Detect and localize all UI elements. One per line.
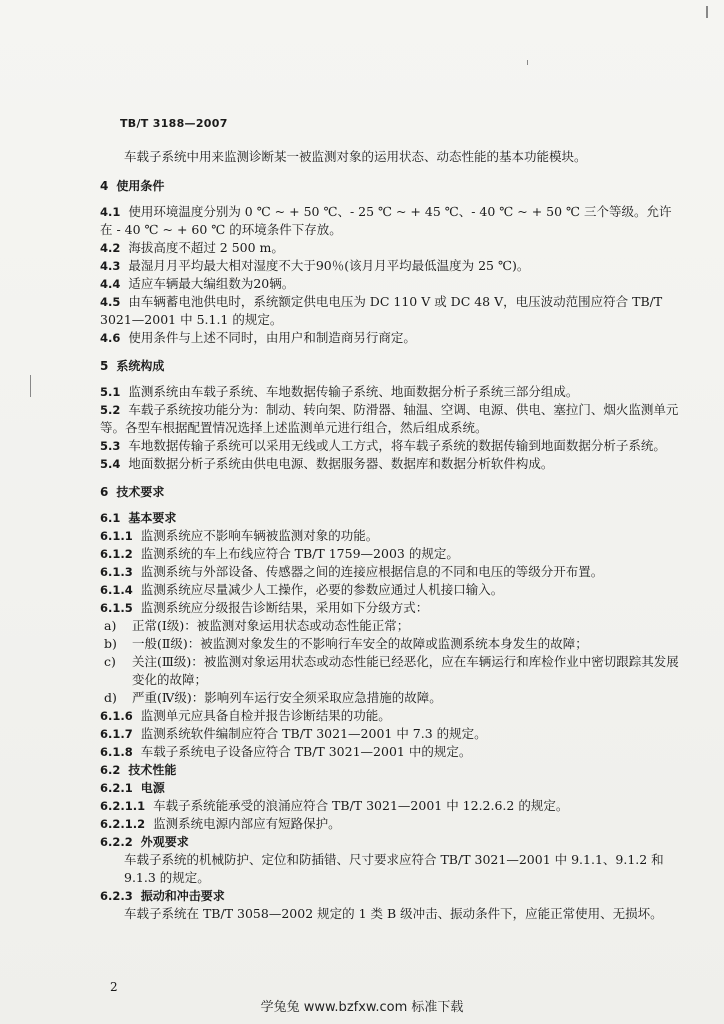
clause-5-1: 5.1 监测系统由车载子系统、车地数据传输子系统、地面数据分析子系统三部分组成。 [100, 384, 579, 399]
scan-mark [706, 6, 708, 18]
level-list [100, 617, 682, 707]
list-item: d) 严重(Ⅳ级)：影响列车运行安全须采取应急措施的故障。 [104, 690, 442, 705]
clause-4-2: 4.2 海拔高度不超过 2 500 m。 [100, 240, 284, 255]
section-6-1-title: 6.1 基本要求 [100, 511, 177, 525]
scan-mark [30, 375, 31, 397]
standard-header: TB/T 3188—2007 [120, 117, 228, 130]
section-6-2-title: 6.2 技术性能 [100, 763, 177, 777]
list-item: c) 关注(Ⅲ级)：被监测对象运用状态或动态性能已经恶化，应在车辆运行和库检作业中密切跟踪其发展变化的故障； [104, 654, 679, 687]
clause-6-2-3-text: 车载子系统在 TB/T 3058—2002 规定的 1 类 B 级冲击、振动条件下，应能正常使用、无损坏。 [124, 906, 663, 921]
clause-4-3: 4.3 最湿月月平均最大相对湿度不大于90％(该月月平均最低温度为 25 ℃)。 [100, 258, 530, 273]
section-6-2-3-title: 6.2.3 振动和冲击要求 [100, 889, 225, 903]
clause-4-4: 4.4 适应车辆最大编组数为20辆。 [100, 276, 295, 291]
clause-4-1: 4.1 使用环境温度分别为 0 ℃ ~ + 50 ℃、- 25 ℃ ~ + 45 ℃、- 40 ℃ ~ + 50 ℃ 三个等级。允许在 - 40 ℃ ~ + 60 ℃ 的环境条件下存放。 [100, 204, 672, 237]
clause-6-1-1: 6.1.1 监测系统应不影响车辆被监测对象的功能。 [100, 528, 379, 543]
clause-6-2-1-1: 6.2.1.1 车载子系统能承受的浪涌应符合 TB/T 3021—2001 中 12.2.6.2 的规定。 [100, 798, 569, 813]
scan-mark [527, 60, 528, 65]
page-number: 2 [110, 980, 118, 994]
section-6-title: 6 技术要求 [100, 485, 165, 499]
clause-6-1-5: 6.1.5 监测系统应分级报告诊断结果，采用如下分级方式： [100, 600, 429, 615]
clause-6-1-8: 6.1.8 车载子系统电子设备应符合 TB/T 3021—2001 中的规定。 [100, 744, 472, 759]
section-4-title: 4 使用条件 [100, 179, 165, 193]
clause-6-1-4: 6.1.4 监测系统应尽量减少人工操作，必要的参数应通过人机接口输入。 [100, 582, 504, 597]
clause-6-1-3: 6.1.3 监测系统与外部设备、传感器之间的连接应根据信息的不同和电压的等级分开布置。 [100, 564, 604, 579]
clause-6-2-2-text: 车载子系统的机械防护、定位和防插错、尺寸要求应符合 TB/T 3021—2001 中 9.1.1、9.1.2 和 9.1.3 的规定。 [124, 852, 664, 885]
clause-4-6: 4.6 使用条件与上述不同时，由用户和制造商另行商定。 [100, 330, 416, 345]
list-item: a) 正常(Ⅰ级)：被监测对象运用状态或动态性能正常； [104, 618, 410, 633]
clause-4-5: 4.5 由车辆蓄电池供电时，系统额定供电电压为 DC 110 V 或 DC 48 V，电压波动范围应符合 TB/T 3021—2001 中 5.1.1 的规定。 [100, 294, 663, 327]
clause-6-1-7: 6.1.7 监测系统软件编制应符合 TB/T 3021—2001 中 7.3 的规定。 [100, 726, 487, 741]
clause-5-2: 5.2 车载子系统按功能分为：制动、转向架、防滑器、轴温、空调、电源、供电、塞拉门、烟火监测单元等。各型车根据配置情况选择上述监测单元进行组合，然后组成系统。 [100, 402, 679, 435]
clause-6-2-1-2: 6.2.1.2 监测系统电源内部应有短路保护。 [100, 816, 341, 831]
list-item: b) 一般(Ⅱ级)：被监测对象发生的不影响行车安全的故障或监测系统本身发生的故障； [104, 636, 588, 651]
clause-5-4: 5.4 地面数据分析子系统由供电电源、数据服务器、数据库和数据分析软件构成。 [100, 456, 554, 471]
site-watermark: 学兔兔 www.bzfxw.com 标准下载 [260, 1000, 464, 1015]
document-body [100, 148, 682, 923]
section-6-2-1-title: 6.2.1 电源 [100, 781, 165, 795]
section-5-title: 5 系统构成 [100, 359, 165, 373]
clause-6-1-6: 6.1.6 监测单元应具备自检并报告诊断结果的功能。 [100, 708, 391, 723]
section-6-2-2-title: 6.2.2 外观要求 [100, 835, 189, 849]
clause-6-1-2: 6.1.2 监测系统的车上布线应符合 TB/T 1759—2003 的规定。 [100, 546, 459, 561]
intro-paragraph: 车载子系统中用来监测诊断某一被监测对象的运用状态、动态性能的基本功能模块。 [124, 149, 587, 164]
clause-5-3: 5.3 车地数据传输子系统可以采用无线或人工方式，将车载子系统的数据传输到地面数据分析子系统。 [100, 438, 666, 453]
